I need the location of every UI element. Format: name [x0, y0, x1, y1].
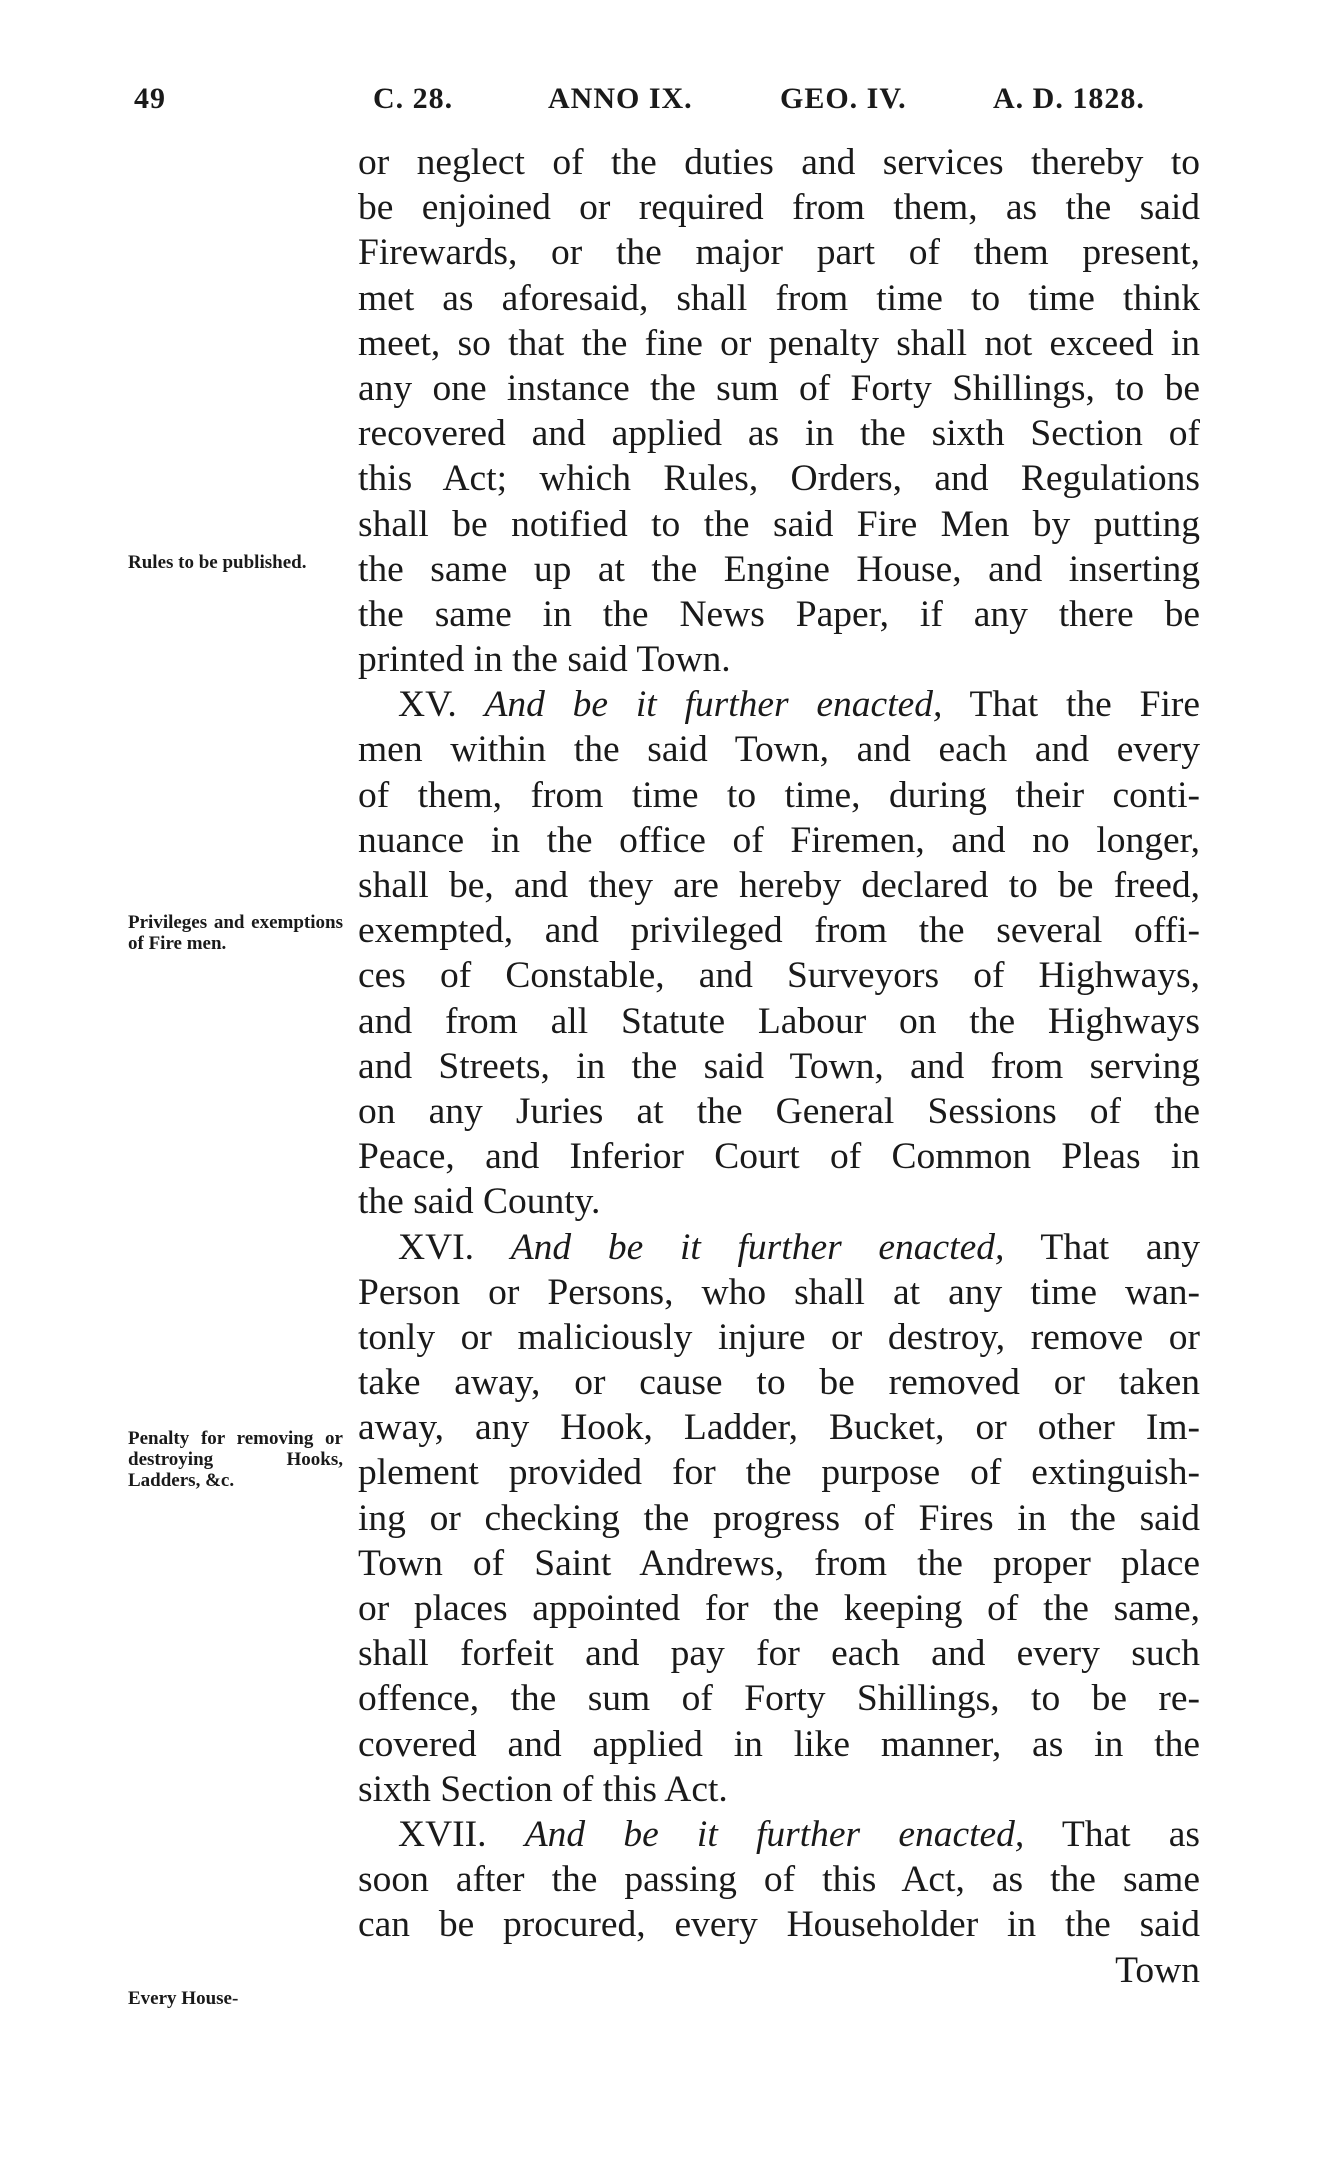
section-number: XVI. [398, 1226, 475, 1268]
catchword: Town [1115, 1949, 1200, 1991]
text-line: this Act; which Rules, Orders, and Regulations [358, 458, 1200, 500]
text-line: Peace, and Inferior Court of Common Pleas in [358, 1136, 1200, 1178]
margin-note-rules: Rules to be published. [128, 552, 307, 573]
regnal-king: GEO. IV. [780, 82, 907, 115]
text-line: any one instance the sum of Forty Shillings, to be [358, 367, 1200, 409]
text-line: take away, or cause to be removed or taken [358, 1362, 1200, 1404]
text-line: can be procured, every Householder in the said [358, 1904, 1200, 1946]
text-line: shall forfeit and pay for each and every such [358, 1633, 1200, 1675]
chapter-number: C. 28. [373, 82, 454, 115]
text-line: covered and applied in like manner, as in the [358, 1723, 1200, 1765]
section-xv [358, 682, 1200, 1224]
margin-note-every-house: Every House- [128, 1988, 239, 2009]
text-line: men within the said Town, and each and every [358, 729, 1200, 771]
text-fragment: That as [1061, 1813, 1200, 1855]
enacting-clause: And be it further enacted, [524, 1813, 1025, 1855]
section-xvi [358, 1225, 1200, 1812]
text-line: meet, so that the fine or penalty shall not exceed in [358, 322, 1200, 364]
text-line: on any Juries at the General Sessions of the [358, 1090, 1200, 1132]
section-xvii [358, 1812, 1200, 1993]
text-line: printed in the said Town. [358, 639, 731, 681]
text-line: met as aforesaid, shall from time to time think [358, 277, 1200, 319]
enacting-clause: And be it further enacted, [484, 684, 943, 726]
running-header [128, 82, 1208, 128]
text-line: Firewards, or the major part of them present, [358, 232, 1200, 274]
text-line: exempted, and privileged from the several offi- [358, 910, 1200, 952]
text-line: the same in the News Paper, if any there be [358, 593, 1200, 635]
text-line: or places appointed for the keeping of the same, [358, 1588, 1200, 1629]
text-line: ces of Constable, and Surveyors of Highways, [358, 955, 1200, 997]
text-line: the same up at the Engine House, and inserting [358, 548, 1200, 590]
year: A. D. 1828. [993, 82, 1145, 115]
text-fragment: That any [1040, 1226, 1200, 1268]
text-line: be enjoined or required from them, as the said [358, 187, 1200, 229]
text-line: and from all Statute Labour on the Highways [358, 1000, 1200, 1042]
section-number: XVII. [398, 1813, 487, 1855]
text-line: and Streets, in the said Town, and from serving [358, 1045, 1200, 1087]
body-text [358, 140, 1200, 1993]
text-line: tonly or maliciously injure or destroy, remove or [358, 1316, 1200, 1358]
enacting-clause: And be it further enacted, [510, 1226, 1005, 1268]
text-line: plement provided for the purpose of extinguish- [358, 1452, 1200, 1494]
margin-note-penalty: Penalty for removing or destroying Hooks, Ladders, &c. [128, 1428, 343, 1491]
paragraph-continued [358, 140, 1200, 682]
text-line: soon after the passing of this Act, as the same [358, 1859, 1200, 1901]
text-line: offence, the sum of Forty Shillings, to be re- [358, 1678, 1200, 1720]
text-line: recovered and applied as in the sixth Section of [358, 413, 1200, 455]
text-line: the said County. [358, 1181, 601, 1223]
regnal-anno: ANNO IX. [548, 82, 693, 115]
section-number: XV. [398, 684, 457, 726]
text-fragment: That the Fire [969, 684, 1200, 726]
text-line: ing or checking the progress of Fires in the said [358, 1497, 1200, 1539]
text-line: nuance in the office of Firemen, and no longer, [358, 819, 1200, 861]
text-line: shall be notified to the said Fire Men by putting [358, 503, 1200, 545]
text-line: or neglect of the duties and services thereby to [358, 142, 1200, 183]
text-line: shall be, and they are hereby declared to be freed, [358, 865, 1200, 906]
text-line: sixth Section of this Act. [358, 1768, 728, 1810]
section-first-line [358, 682, 1200, 727]
page-number: 49 [134, 82, 166, 115]
margin-note-privileges: Privileges and exemptions of Fire men. [128, 912, 343, 954]
section-first-line [358, 1225, 1200, 1270]
text-line: Person or Persons, who shall at any time wan- [358, 1271, 1200, 1313]
section-first-line [358, 1812, 1200, 1857]
text-line: of them, from time to time, during their conti- [358, 774, 1200, 816]
text-line: Town of Saint Andrews, from the proper place [358, 1542, 1200, 1584]
text-line: away, any Hook, Ladder, Bucket, or other Im- [358, 1407, 1200, 1449]
